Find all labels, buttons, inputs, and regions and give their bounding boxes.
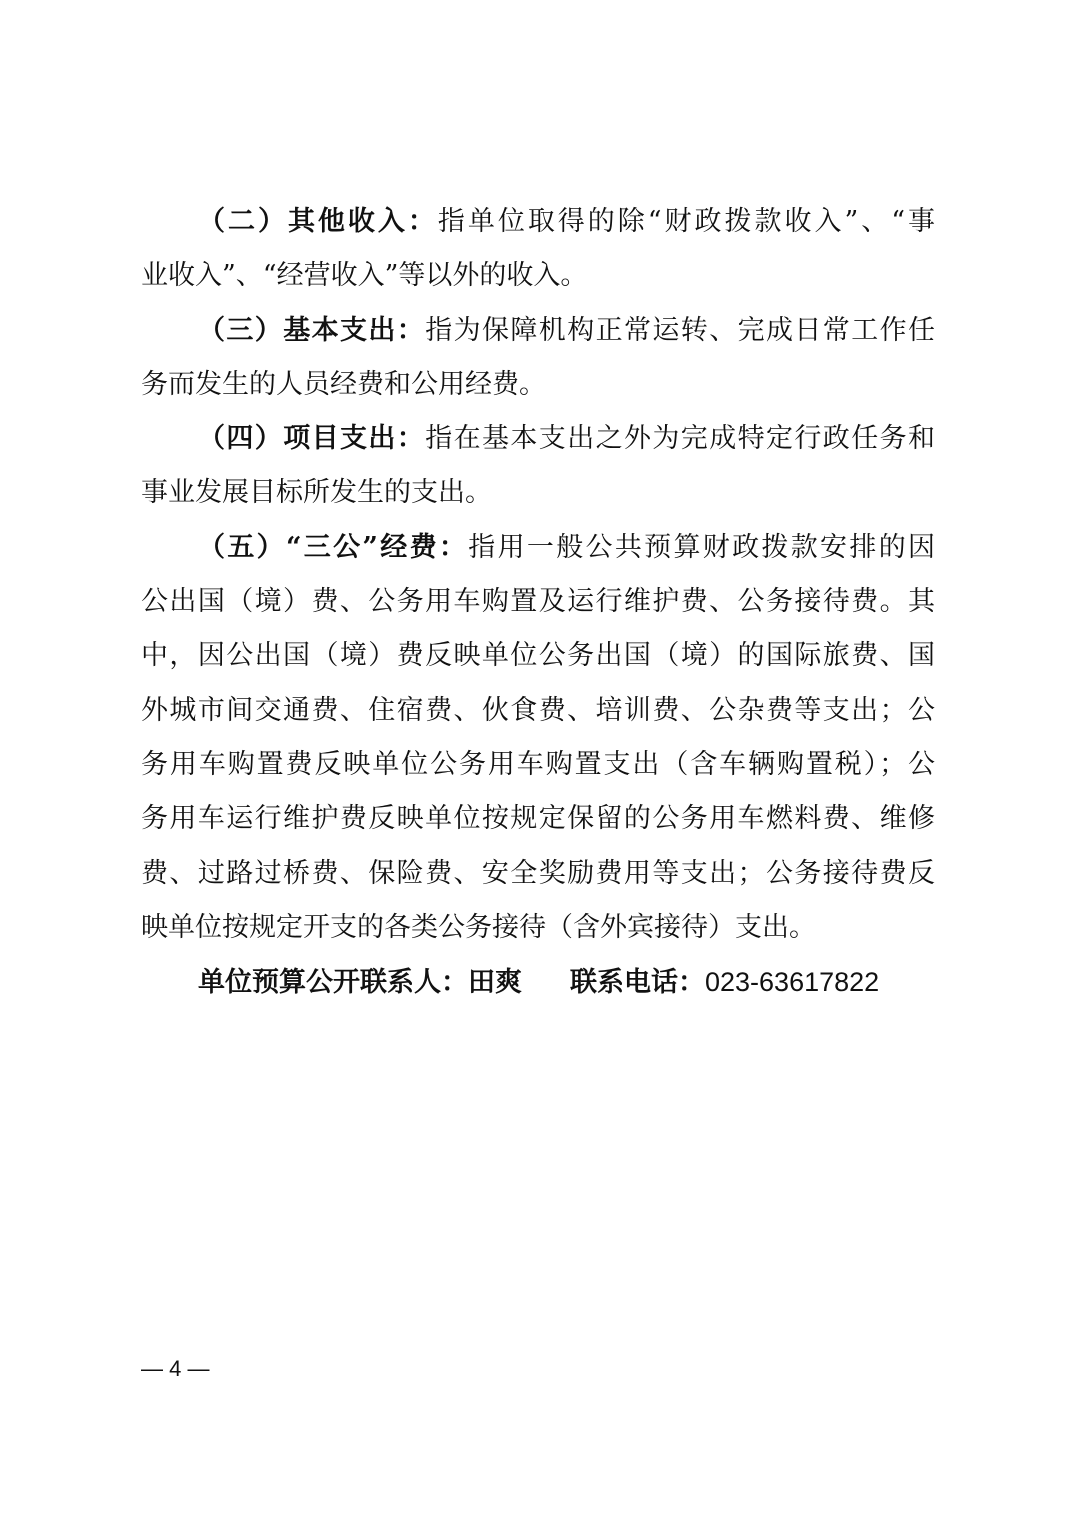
contact-person-label: 单位预算公开联系人： [198, 967, 468, 999]
paragraph-three-public-expenses: （五）“三公”经费：指用一般公共预算财政拨款安排的因 公出国（境）费、公务用车购置及运行维护费、公务接待费。其 中，因公出国（境）费反映单位公务出国（境）的国际旅费、国 外城市间交通费、住宿费、伙食费、培训费、公杂费等支出；公 务用车购置费反映单位公务用车购置支出（含车辆购置税）；公 务用车运行维护费反映单位按规定保留的公务用车燃料费、维修 费、过路过桥费、保险费、安全奖励费用等支出；公务接待费反 映单位按规定开支的各类公务接待（含外宾接待）支出。 [141, 531, 936, 943]
paragraph-other-income: （二）其他收入：指单位取得的除“财政拨款收入”、“事 业收入”、“经营收入”等以外的收入。 [141, 206, 935, 292]
contact-line [141, 960, 935, 1014]
contact-phone: 023-63617822 [705, 967, 880, 998]
term-label: （三）基本支出： [198, 314, 426, 346]
document-body [141, 200, 935, 1014]
paragraph-basic-expenditure: （三）基本支出：指为保障机构正常运转、完成日常工作任 务而发生的人员经费和公用经费。 [141, 314, 936, 400]
page-number: — 4 — [141, 1356, 210, 1381]
term-label: （二）其他收入： [198, 206, 438, 237]
contact-person: 田爽 [468, 967, 522, 999]
paragraph-project-expenditure: （四）项目支出：指在基本支出之外为完成特定行政任务和 事业发展目标所发生的支出。 [141, 423, 936, 509]
term-label: （四）项目支出： [198, 423, 426, 455]
term-label: （五）“三公”经费： [198, 531, 469, 563]
contact-phone-label: 联系电话： [570, 967, 705, 999]
